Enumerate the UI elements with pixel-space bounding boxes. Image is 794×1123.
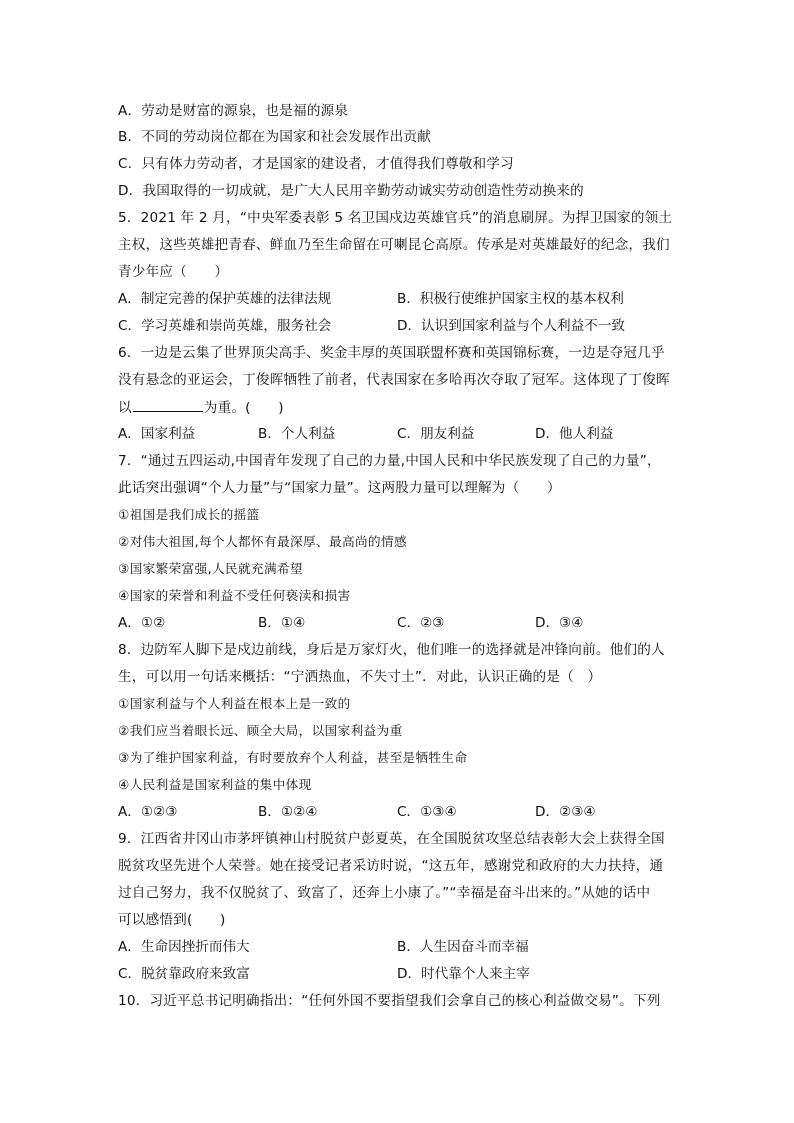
q7-statement-4: ④国家的荣誉和利益不受任何亵渎和损害	[118, 588, 351, 603]
q7-option-c: C．②③	[397, 615, 445, 631]
q6-stem-line3-start: 以	[118, 400, 132, 416]
q8-statement-1: ①国家利益与个人利益在根本上是一致的	[118, 696, 351, 711]
q9-option-b: B．人生因奋斗而幸福	[397, 939, 529, 955]
q5-option-d: D．认识到国家利益与个人利益不一致	[397, 318, 625, 334]
q8-stem-line1: 8．边防军人脚下是戍边前线，身后是万家灯火，他们唯一的选择就是冲锋向前。他们的人	[118, 642, 665, 658]
q5-option-a: A．制定完善的保护英雄的法律法规	[118, 291, 332, 307]
q7-option-d: D．③④	[535, 615, 584, 631]
q9-stem-line4: 可以感悟到( )	[118, 912, 226, 928]
q4-option-b: B．不同的劳动岗位都在为国家和社会发展作出贡献	[118, 129, 431, 145]
q6-option-d: D．他人利益	[535, 426, 614, 442]
q5-option-c: C．学习英雄和崇尚英雄，服务社会	[118, 318, 332, 334]
q8-statement-3: ③为了维护国家利益，有时要放弃个人利益，甚至是牺牲生命	[118, 750, 468, 765]
q8-option-c: C．①③④	[397, 804, 457, 820]
q6-stem-line3-end: 为重。( )	[203, 400, 284, 416]
q6-stem-line3	[118, 397, 284, 418]
q9-option-d: D．时代靠个人来主宰	[397, 966, 530, 982]
q9-stem-line2: 脱贫攻坚先进个人荣誉。她在接受记者采访时说，“这五年，感谢党和政府的大力扶持，通	[118, 858, 664, 874]
q4-option-c: C．只有体力劳动者，才是国家的建设者，才值得我们尊敬和学习	[118, 156, 514, 172]
q6-stem-line1: 6．一边是云集了世界顶尖高手、奖金丰厚的英国联盟杯赛和英国锦标赛，一边是夺冠几乎	[118, 345, 665, 361]
q5-stem-line2: 主权，这些英雄把青春、鲜血乃至生命留在可喇昆仑高原。传承是对英雄最好的纪念，我们	[118, 237, 670, 253]
q9-stem-line3: 过自己努力，我不仅脱贫了、致富了，还奔上小康了。”“幸福是奋斗出来的。”从她的话中	[118, 885, 651, 901]
q9-option-c: C．脱贫靠政府来致富	[118, 966, 250, 982]
q7-statement-3: ③国家繁荣富强,人民就充满希望	[118, 561, 304, 576]
q9-stem-line1: 9．江西省井冈山市茅坪镇神山村脱贫户彭夏英，在全国脱贫攻坚总结表彰大会上获得全国	[118, 831, 665, 847]
q8-statement-4: ④人民利益是国家利益的集中体现	[118, 777, 312, 792]
q9-option-a: A．生命因挫折而伟大	[118, 939, 250, 955]
q6-option-a: A．国家利益	[118, 426, 196, 442]
q7-option-b: B．①④	[258, 615, 306, 631]
q4-option-d: D．我国取得的一切成就，是广大人民用辛勤劳动诚实劳动创造性劳动换来的	[118, 183, 584, 199]
q7-statement-2: ②对伟大祖国,每个人都怀有最深厚、最高尚的情感	[118, 534, 407, 549]
q4-option-a: A．劳动是财富的源泉，也是福的源泉	[118, 103, 349, 119]
q6-option-b: B．个人利益	[258, 426, 336, 442]
answer-blank	[133, 397, 203, 412]
q8-option-d: D．②③④	[535, 804, 596, 820]
q7-statement-1: ①祖国是我们成长的摇篮	[118, 507, 260, 522]
q7-option-a: A．①②	[118, 615, 166, 631]
q10-stem-line1: 10．习近平总书记明确指出：“任何外国不要指望我们会拿自己的核心利益做交易”。下列	[118, 993, 661, 1009]
q6-option-c: C．朋友利益	[397, 426, 475, 442]
q6-stem-line2: 没有悬念的亚运会，丁俊晖牺牲了前者，代表国家在多哈再次夺取了冠军。这体现了丁俊晖	[118, 372, 670, 388]
q8-stem-line2: 生，可以用一句话来概括：“宁洒热血，不失寸土”．对此，认识正确的是（ ）	[118, 669, 602, 685]
q8-option-b: B．①②④	[258, 804, 318, 820]
q7-stem-line1: 7．“通过五四运动,中国青年发现了自己的力量,中国人民和中华民族发现了自己的力量”，	[118, 453, 661, 469]
q8-option-a: A．①②③	[118, 804, 178, 820]
q5-stem-line3: 青少年应（ ）	[118, 264, 229, 280]
q7-stem-line2: 此话突出强调“个人力量”与“国家力量”。这两股力量可以理解为（ ）	[118, 480, 561, 496]
q8-statement-2: ②我们应当着眼长远、顾全大局，以国家利益为重	[118, 723, 403, 738]
q5-option-b: B．积极行使维护国家主权的基本权利	[397, 291, 624, 307]
q5-stem-line1: 5．2021 年 2 月，“中央军委表彰 5 名卫国戍边英雄官兵”的消息刷屏。为捍卫国家的领土	[118, 210, 673, 226]
